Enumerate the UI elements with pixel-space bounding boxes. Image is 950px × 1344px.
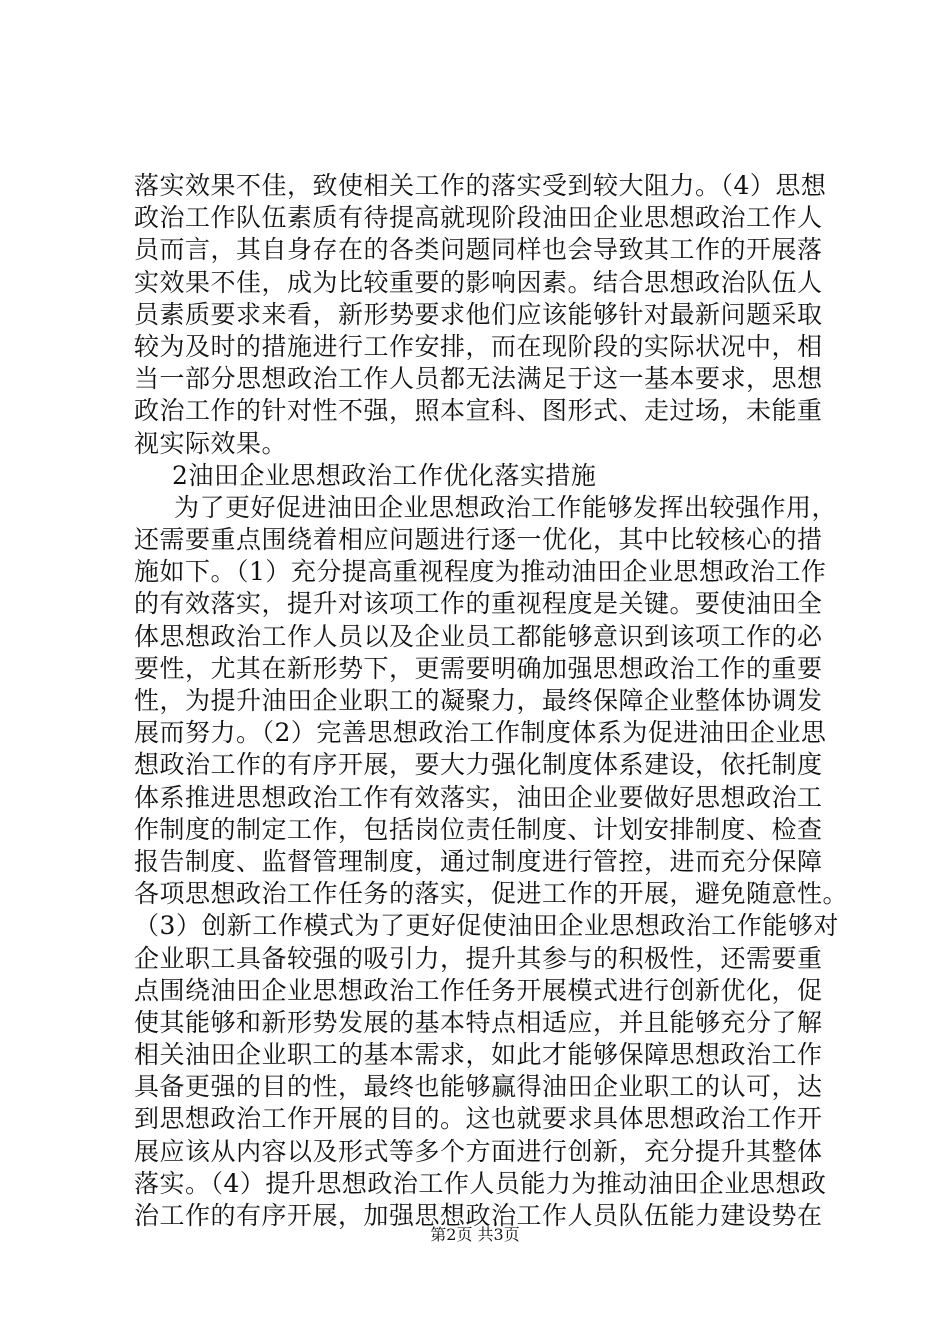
text-line: 体系推进思想政治工作有效落实，油田企业要做好思想政治工 [134,782,823,812]
text-line: 落实效果不佳，致使相关工作的落实受到较大阻力。（4）思想 [134,171,827,200]
text-line: 性，为提升油田企业职工的凝聚力，最终保障企业整体协调发 [134,686,823,715]
text-line: 具备更强的目的性，最终也能够赢得油田企业职工的认可，达 [134,1072,823,1102]
text-line: 各项思想政治工作任务的落实，促进工作的开展，避免随意性。 [134,879,849,909]
section-heading: 2油田企业思想政治工作优化落实措施 [172,460,597,490]
paragraph-1 [134,170,827,460]
text-line: 作制度的制定工作，包括岗位责任制度、计划安排制度、检查 [134,814,823,844]
text-line: 视实际效果。 [134,428,288,458]
text-line: 员素质要求来看，新形势要求他们应该能够针对最新问题采取 [134,299,823,329]
text-line: 员而言，其自身存在的各类问题同样也会导致其工作的开展落 [134,235,823,265]
text-line: 企业职工具备较强的吸引力，提升其参与的积极性，还需要重 [134,943,823,973]
text-line: 使其能够和新形势发展的基本特点相适应，并且能够充分了解 [134,1007,823,1037]
text-line: 展应该从内容以及形式等多个方面进行创新，充分提升其整体 [134,1136,823,1166]
text-line: 还需要重点围绕着相应问题进行逐一优化，其中比较核心的措 [134,525,823,555]
text-line: 施如下。（1）充分提高重视程度为推动油田企业思想政治工作 [134,557,827,587]
page-number-footer: 第2页 共3页 [430,1225,520,1244]
text-line: 的有效落实，提升对该项工作的重视程度是关键。要使油田全 [134,589,823,619]
paragraph-2 [134,492,849,1232]
text-line: 实效果不佳，成为比较重要的影响因素。结合思想政治队伍人 [134,267,823,297]
text-line: 相关油田企业职工的基本需求，如此才能够保障思想政治工作 [134,1040,823,1070]
text-line: 点围绕油田企业思想政治工作任务开展模式进行创新优化，促 [134,975,823,1005]
text-line: 到思想政治工作开展的目的。这也就要求具体思想政治工作开 [134,1104,823,1134]
document-body [134,170,849,1232]
text-line: 展而努力。（2）完善思想政治工作制度体系为促进油田企业思 [134,718,827,748]
text-line: 想政治工作的有序开展，要大力强化制度体系建设，依托制度 [134,750,823,780]
text-line: 治工作的有序开展，加强思想政治工作人员队伍能力建设势在 [134,1201,823,1230]
text-line: 报告制度、监督管理制度，通过制度进行管控，进而充分保障 [134,846,823,876]
text-line: 政治工作的针对性不强，照本宣科、图形式、走过场，未能重 [134,396,823,426]
text-line: 当一部分思想政治工作人员都无法满足于这一基本要求，思想 [134,364,823,394]
text-line: 为了更好促进油田企业思想政治工作能够发挥出较强作用， [174,492,838,522]
text-line: （3）创新工作模式为了更好促使油田企业思想政治工作能够对 [134,911,839,941]
text-line: 体思想政治工作人员以及企业员工都能够意识到该项工作的必 [134,621,823,651]
text-line: 要性，尤其在新形势下，更需要明确加强思想政治工作的重要 [134,653,823,683]
text-line: 较为及时的措施进行工作安排，而在现阶段的实际状况中，相 [134,331,823,361]
text-line: 落实。（4）提升思想政治工作人员能力为推动油田企业思想政 [134,1168,827,1198]
text-line: 政治工作队伍素质有待提高就现阶段油田企业思想政治工作人 [134,203,823,233]
